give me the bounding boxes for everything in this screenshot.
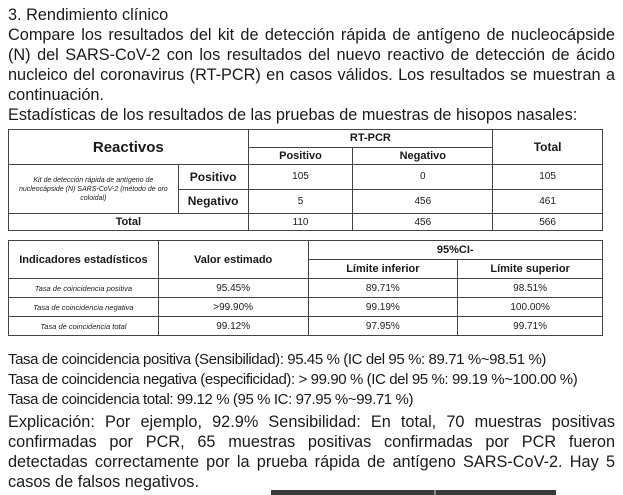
cell-pos-neg: 0	[353, 165, 493, 190]
row-positivo-label: Positivo	[178, 165, 248, 190]
indicator-label: Tasa de coincidencia total	[9, 317, 159, 336]
cell-total-pos: 110	[248, 214, 353, 231]
method-label: Kit de detección rápida de antígeno de nucleocápside (N) SARS-CoV-2 (método de oro coloidal)	[9, 165, 179, 214]
indicator-valor: >99.90%	[158, 298, 308, 317]
valor-header: Valor estimado	[158, 241, 308, 279]
section-title: 3. Rendimiento clínico	[8, 6, 169, 24]
row-negativo-label: Negativo	[178, 189, 248, 214]
indicator-sup: 98.51%	[458, 279, 603, 298]
stat-line-positive: Tasa de coincidencia positiva (Sensibilidad): 95.45 % (IC del 95 %: 89.71 %~98.51 %)	[8, 351, 546, 368]
ci-header: 95%CI-	[308, 241, 602, 260]
cell-total-total: 566	[493, 214, 603, 231]
rtpcr-negativo-header: Negativo	[353, 147, 493, 165]
indicator-sup: 100.00%	[458, 298, 603, 317]
cell-pos-total: 105	[493, 165, 603, 190]
bar-divider	[434, 490, 436, 495]
indicator-inf: 99.19%	[308, 298, 458, 317]
reactivos-header: Reactivos	[9, 130, 249, 165]
cell-neg-total: 461	[493, 189, 603, 214]
stats-summary	[8, 350, 615, 410]
stat-line-total: Tasa de coincidencia total: 99.12 % (95 % IC: 97.95 %~99.71 %)	[8, 391, 414, 408]
intro-paragraph: Compare los resultados del kit de detección rápida de antígeno de nucleocápside (N) del SARS-CoV-2 con los resultados del nuevo reactivo de detección de ácido nucleico del coronavirus (RT-PCR) en casos válidos. Los resultados se muestran a continuación.	[8, 26, 615, 104]
row-total-label: Total	[9, 214, 249, 231]
indicator-sup: 99.71%	[458, 317, 603, 336]
rtpcr-positivo-header: Positivo	[248, 147, 353, 165]
cell-neg-neg: 456	[353, 189, 493, 214]
cell-pos-pos: 105	[248, 165, 353, 190]
table-subheading: Estadísticas de los resultados de las pruebas de muestras de hisopos nasales:	[8, 106, 578, 124]
limite-superior-header: Límite superior	[458, 260, 603, 279]
indicator-valor: 95.45%	[158, 279, 308, 298]
results-table	[8, 129, 603, 231]
indicator-label: Tasa de coincidencia negativa	[9, 298, 159, 317]
total-header: Total	[493, 130, 603, 165]
cell-total-neg: 456	[353, 214, 493, 231]
indicadores-header: Indicadores estadísticos	[9, 241, 159, 279]
indicators-table	[8, 240, 603, 336]
stat-line-negative: Tasa de coincidencia negativa (especificidad): > 99.90 % (IC del 95 %: 99.19 %~100.00 %)	[8, 371, 578, 388]
cell-neg-pos: 5	[248, 189, 353, 214]
indicator-inf: 89.71%	[308, 279, 458, 298]
indicator-valor: 99.12%	[158, 317, 308, 336]
explanation-paragraph: Explicación: Por ejemplo, 92.9% Sensibilidad: En total, 70 muestras positivas confirmadas por PCR, 65 muestras positivas confirmadas por PCR fueron detectadas correctamente por la prueba rápida de antígeno SARS-CoV-2. Hay 5 casos de falsos negativos.	[8, 413, 615, 491]
rtpcr-header: RT-PCR	[248, 130, 493, 148]
indicator-inf: 97.95%	[308, 317, 458, 336]
limite-inferior-header: Límite inferior	[308, 260, 458, 279]
bottom-dark-bar	[271, 490, 556, 495]
indicator-label: Tasa de coincidencia positiva	[9, 279, 159, 298]
